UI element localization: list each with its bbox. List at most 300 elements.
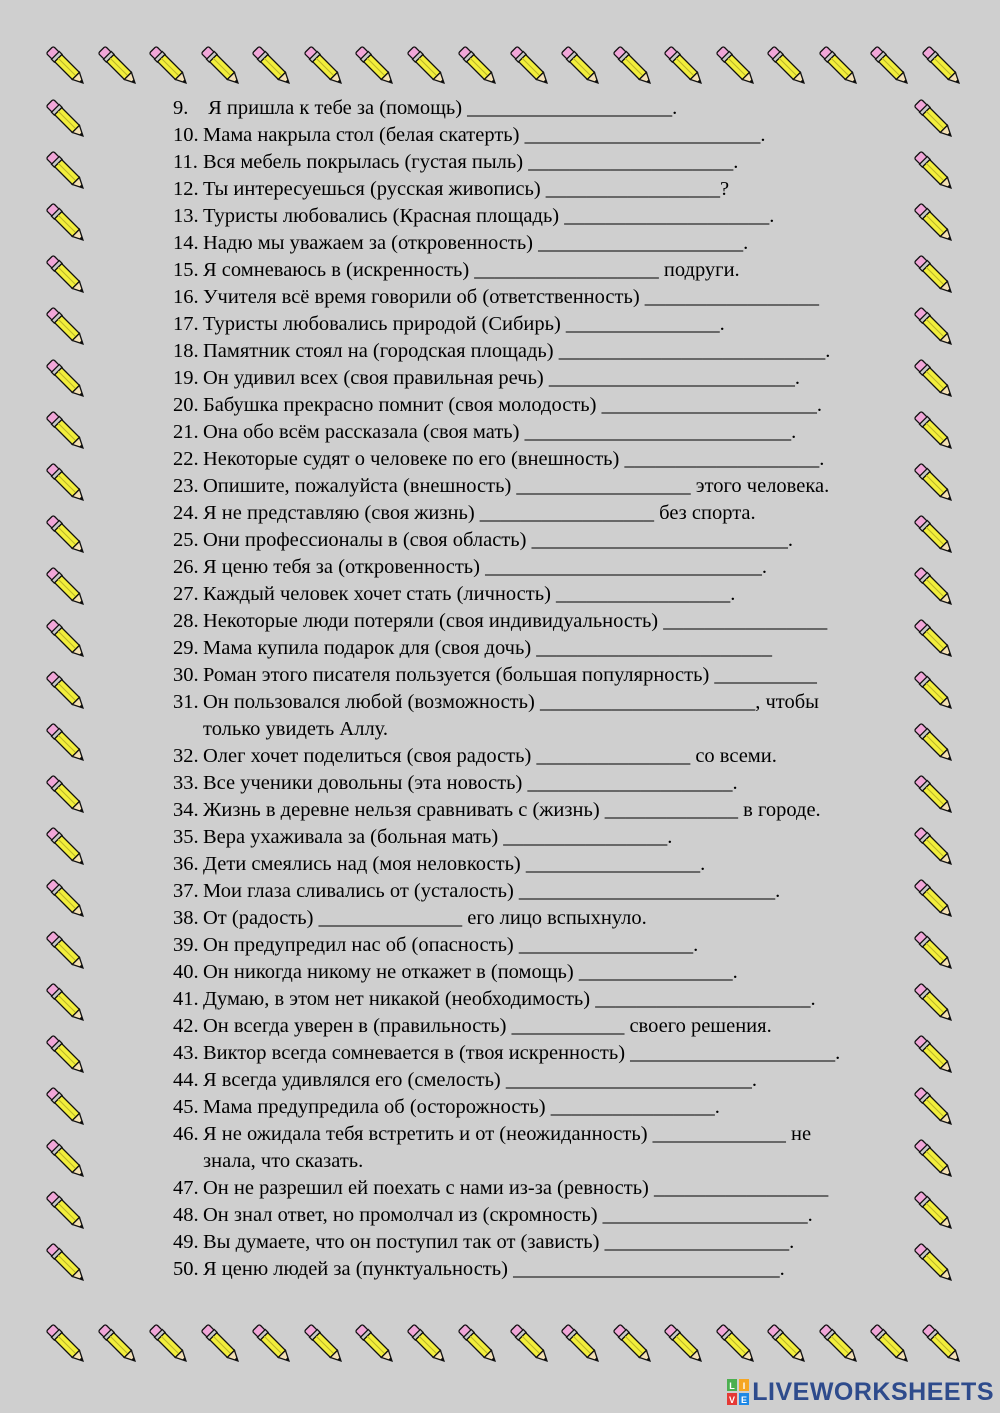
exercise-text bbox=[203, 284, 943, 311]
exercise-text bbox=[203, 770, 943, 797]
exercise-ending: ? bbox=[720, 178, 730, 200]
exercise-item bbox=[173, 1202, 943, 1229]
answer-blank[interactable]: _________________________ bbox=[518, 880, 776, 902]
pencil-icon bbox=[658, 40, 710, 92]
exercise-ending: . bbox=[667, 826, 673, 848]
exercise-list bbox=[173, 95, 943, 1283]
exercise-number: 12. bbox=[173, 178, 199, 200]
exercise-prompt: Я не представляю (своя жизнь) bbox=[203, 502, 480, 524]
pencil-icon bbox=[555, 40, 607, 92]
pencil-icon bbox=[401, 40, 453, 92]
exercise-number: 41. bbox=[173, 988, 199, 1010]
exercise-ending: . bbox=[791, 421, 797, 443]
exercise-item bbox=[173, 122, 943, 149]
exercise-ending: . bbox=[733, 151, 739, 173]
exercise-item bbox=[173, 662, 943, 689]
exercise-prompt: Некоторые люди потеряли (своя индивидуальность) bbox=[203, 610, 664, 632]
pencil-icon bbox=[40, 353, 92, 405]
exercise-number: 38. bbox=[173, 907, 199, 929]
pencil-icon bbox=[40, 873, 92, 925]
exercise-item bbox=[173, 446, 943, 473]
exercise-text bbox=[203, 635, 943, 662]
exercise-number: 32. bbox=[173, 745, 199, 767]
exercise-text bbox=[203, 1202, 943, 1229]
pencil-icon bbox=[813, 40, 865, 92]
exercise-number: 22. bbox=[173, 448, 199, 470]
exercise-number: 28. bbox=[173, 610, 199, 632]
exercise-item bbox=[173, 797, 943, 824]
exercise-item bbox=[173, 689, 943, 743]
exercise-number: 43. bbox=[173, 1042, 199, 1064]
pencil-icon bbox=[298, 1318, 350, 1370]
exercise-text bbox=[203, 122, 943, 149]
answer-blank[interactable]: _________________ bbox=[516, 475, 691, 497]
exercise-ending: . bbox=[779, 1258, 785, 1280]
logo-mark-letter-e: E bbox=[741, 1395, 748, 1405]
exercise-number: 9. bbox=[173, 97, 189, 119]
exercise-prompt: Опишите, пожалуйста (внешность) bbox=[203, 475, 517, 497]
pencil-icon bbox=[40, 405, 92, 457]
exercise-text bbox=[203, 905, 943, 932]
pencil-icon bbox=[916, 1318, 968, 1370]
exercise-text bbox=[203, 581, 943, 608]
answer-blank[interactable]: _____________ bbox=[604, 799, 739, 821]
pencil-icon bbox=[40, 1318, 92, 1370]
exercise-prompt: Я ценю тебя за (откровенность) bbox=[203, 556, 486, 578]
exercise-number: 33. bbox=[173, 772, 199, 794]
pencil-icon bbox=[710, 40, 762, 92]
exercise-number: 23. bbox=[173, 475, 199, 497]
exercise-number: 29. bbox=[173, 637, 199, 659]
exercise-number: 35. bbox=[173, 826, 199, 848]
answer-blank[interactable]: _________________________ bbox=[531, 529, 788, 551]
exercise-text bbox=[203, 662, 943, 689]
liveworksheets-logo bbox=[726, 1375, 994, 1409]
exercise-ending: подруги. bbox=[658, 259, 740, 281]
pencil-icon bbox=[710, 1318, 762, 1370]
exercise-number: 45. bbox=[173, 1096, 199, 1118]
exercise-ending: . bbox=[810, 988, 816, 1010]
exercise-text bbox=[203, 797, 943, 824]
pencil-icon bbox=[143, 40, 195, 92]
exercise-ending: . bbox=[775, 880, 781, 902]
pencil-icon bbox=[40, 1133, 92, 1185]
exercise-prompt: Бабушка прекрасно помнит (своя молодость) bbox=[203, 394, 602, 416]
pencil-icon bbox=[143, 1318, 195, 1370]
pencil-icon bbox=[298, 40, 350, 92]
exercise-text bbox=[203, 824, 943, 851]
answer-blank[interactable]: _________________ bbox=[644, 286, 820, 308]
exercise-prompt: Он пользовался любой (возможность) bbox=[203, 691, 540, 713]
exercise-ending: его лицо вспыхнуло. bbox=[462, 907, 647, 929]
answer-blank[interactable]: _________________ bbox=[518, 934, 694, 956]
exercise-prompt: Ты интересуешься (русская живопись) bbox=[203, 178, 546, 200]
exercise-ending: . bbox=[760, 124, 766, 146]
exercise-ending: , чтобы только увидеть Аллу. bbox=[203, 691, 819, 740]
exercise-number: 15. bbox=[173, 259, 199, 281]
exercise-text bbox=[203, 743, 943, 770]
exercise-item bbox=[173, 1040, 943, 1067]
exercise-ending: . bbox=[700, 853, 706, 875]
answer-blank[interactable]: ________________ bbox=[503, 826, 668, 848]
pencil-icon bbox=[246, 40, 298, 92]
answer-blank[interactable]: _______________________ bbox=[524, 124, 761, 146]
exercise-item bbox=[173, 905, 943, 932]
pencil-icon bbox=[40, 925, 92, 977]
pencil-icon bbox=[504, 1318, 556, 1370]
exercise-item bbox=[173, 284, 943, 311]
pencil-icon bbox=[864, 40, 916, 92]
exercise-text bbox=[203, 986, 943, 1013]
exercise-item bbox=[173, 338, 943, 365]
exercise-ending: в городе. bbox=[738, 799, 821, 821]
pencil-icon bbox=[40, 1185, 92, 1237]
exercise-prompt: Туристы любовались (Красная площадь) bbox=[203, 205, 565, 227]
answer-blank[interactable]: _____________________ bbox=[539, 691, 756, 713]
answer-blank[interactable]: _______________ bbox=[536, 745, 691, 767]
exercise-prompt: Он предупредил нас об (опасность) bbox=[203, 934, 519, 956]
exercise-number: 34. bbox=[173, 799, 199, 821]
exercise-item bbox=[173, 824, 943, 851]
exercise-text bbox=[203, 527, 943, 554]
exercise-text bbox=[203, 500, 943, 527]
exercise-text bbox=[203, 1067, 943, 1094]
exercise-prompt: Она обо всём рассказала (своя мать) bbox=[203, 421, 525, 443]
exercise-ending: . bbox=[743, 232, 749, 254]
pencil-icon bbox=[40, 197, 92, 249]
exercise-prompt: Он не разрешил ей поехать с нами из-за (ревность) bbox=[203, 1177, 654, 1199]
answer-blank[interactable]: ____________________ bbox=[467, 97, 673, 119]
exercise-text bbox=[203, 1040, 943, 1067]
answer-blank[interactable]: _____________________ bbox=[595, 988, 811, 1010]
exercise-item bbox=[173, 1256, 943, 1283]
logo-mark-icon bbox=[726, 1378, 750, 1406]
pencil-icon bbox=[916, 40, 968, 92]
exercise-ending: этого человека. bbox=[690, 475, 830, 497]
exercise-number: 44. bbox=[173, 1069, 199, 1091]
exercise-text bbox=[203, 473, 943, 500]
exercise-text bbox=[203, 95, 943, 122]
answer-blank[interactable]: _________________ bbox=[556, 583, 731, 605]
exercise-number: 36. bbox=[173, 853, 199, 875]
exercise-item bbox=[173, 203, 943, 230]
exercise-item bbox=[173, 527, 943, 554]
answer-blank[interactable]: ___________________ bbox=[624, 448, 820, 470]
exercise-prompt: Вы думаете, что он поступил так от (зависть) bbox=[203, 1231, 605, 1253]
exercise-prompt: От (радость) bbox=[203, 907, 319, 929]
pencil-icon bbox=[40, 457, 92, 509]
pencil-icon bbox=[607, 40, 659, 92]
pencil-icon bbox=[40, 40, 92, 92]
exercise-item bbox=[173, 1013, 943, 1040]
exercise-prompt: Он удивил всех (своя правильная речь) bbox=[203, 367, 549, 389]
pencil-icon bbox=[452, 40, 504, 92]
logo-mark-letter-l: L bbox=[729, 1381, 735, 1391]
exercise-number: 42. bbox=[173, 1015, 199, 1037]
pencil-icon bbox=[40, 1081, 92, 1133]
exercise-prompt: Мои глаза сливались от (усталость) bbox=[203, 880, 519, 902]
exercise-item bbox=[173, 635, 943, 662]
exercise-number: 21. bbox=[173, 421, 199, 443]
exercise-number: 26. bbox=[173, 556, 199, 578]
exercise-item bbox=[173, 1067, 943, 1094]
pencil-icon bbox=[349, 1318, 401, 1370]
pencil-icon bbox=[864, 1318, 916, 1370]
exercise-text bbox=[203, 554, 943, 581]
answer-blank[interactable]: _______________________ bbox=[536, 637, 773, 659]
answer-blank[interactable]: _______________ bbox=[578, 961, 733, 983]
pencil-icon bbox=[92, 1318, 144, 1370]
exercise-item bbox=[173, 392, 943, 419]
exercise-ending: . bbox=[761, 556, 767, 578]
pencil-icon bbox=[452, 1318, 504, 1370]
exercise-ending: . bbox=[825, 340, 831, 362]
pencil-icon bbox=[40, 509, 92, 561]
exercise-number: 46. bbox=[173, 1123, 199, 1145]
exercise-text bbox=[203, 1094, 943, 1121]
exercise-number: 19. bbox=[173, 367, 199, 389]
exercise-number: 18. bbox=[173, 340, 199, 362]
exercise-prompt: Я ценю людей за (пунктуальность) bbox=[203, 1258, 514, 1280]
exercise-number: 49. bbox=[173, 1231, 199, 1253]
exercise-ending: . bbox=[794, 367, 801, 389]
exercise-item bbox=[173, 230, 943, 257]
exercise-prompt: Надю мы уважаем за (откровенность) bbox=[203, 232, 539, 254]
answer-blank[interactable]: __________ bbox=[714, 664, 817, 686]
exercise-text bbox=[203, 878, 943, 905]
exercise-item bbox=[173, 1121, 943, 1175]
answer-blank[interactable]: ____________________ bbox=[538, 232, 744, 254]
answer-blank[interactable]: _________________ bbox=[545, 178, 721, 200]
exercise-item bbox=[173, 95, 943, 122]
exercise-number: 39. bbox=[173, 934, 199, 956]
pencil-icon bbox=[761, 1318, 813, 1370]
exercise-number: 25. bbox=[173, 529, 199, 551]
pencil-icon bbox=[40, 145, 92, 197]
exercise-ending: . bbox=[807, 1204, 813, 1226]
exercise-ending: . bbox=[835, 1042, 841, 1064]
exercise-prompt: Я не ожидала тебя встретить и от (неожиданность) bbox=[203, 1123, 653, 1145]
exercise-prompt: Я пришла к тебе за (помощь) bbox=[203, 97, 468, 119]
exercise-ending: . bbox=[693, 934, 699, 956]
exercise-number: 48. bbox=[173, 1204, 199, 1226]
exercise-prompt: Он знал ответ, но промолчал из (скромность) bbox=[203, 1204, 603, 1226]
exercise-text bbox=[203, 446, 943, 473]
exercise-ending: . bbox=[751, 1069, 758, 1091]
exercise-number: 37. bbox=[173, 880, 199, 902]
pencil-icon bbox=[607, 1318, 659, 1370]
exercise-text bbox=[203, 176, 943, 203]
exercise-text bbox=[203, 392, 943, 419]
exercise-item bbox=[173, 986, 943, 1013]
exercise-number: 40. bbox=[173, 961, 199, 983]
exercise-item bbox=[173, 311, 943, 338]
answer-blank[interactable]: ________________ bbox=[550, 1096, 715, 1118]
exercise-number: 11. bbox=[173, 151, 198, 173]
exercise-prompt: Учителя всё время говорили об (ответственность) bbox=[203, 286, 645, 308]
exercise-prompt: Туристы любовались природой (Сибирь) bbox=[203, 313, 566, 335]
answer-blank[interactable]: ___________________________ bbox=[485, 556, 762, 578]
exercise-text bbox=[203, 257, 943, 284]
exercise-ending: . bbox=[816, 394, 822, 416]
pencil-icon bbox=[40, 249, 92, 301]
pencil-icon bbox=[40, 769, 92, 821]
answer-blank[interactable]: ____________________ bbox=[564, 205, 770, 227]
pencil-icon bbox=[40, 977, 92, 1029]
answer-blank[interactable]: ______________ bbox=[318, 907, 463, 929]
answer-blank[interactable]: __________________________ bbox=[558, 340, 826, 362]
exercise-number: 50. bbox=[173, 1258, 199, 1280]
answer-blank[interactable]: ________________________ bbox=[505, 1069, 752, 1091]
answer-blank[interactable]: ________________________ bbox=[548, 367, 795, 389]
exercise-item bbox=[173, 608, 943, 635]
pencil-icon bbox=[40, 561, 92, 613]
exercise-prompt: Он всегда уверен в (правильность) bbox=[203, 1015, 512, 1037]
logo-mark-letter-v: V bbox=[729, 1395, 736, 1405]
exercise-prompt: Они профессионалы в (своя область) bbox=[203, 529, 532, 551]
exercise-prompt: Мама накрыла стол (белая скатерть) bbox=[203, 124, 525, 146]
exercise-number: 14. bbox=[173, 232, 199, 254]
answer-blank[interactable]: _____________________ bbox=[601, 394, 817, 416]
exercise-text bbox=[203, 338, 943, 365]
exercise-item bbox=[173, 176, 943, 203]
logo-text: LIVEWORKSHEETS bbox=[752, 1377, 994, 1406]
exercise-ending: . bbox=[787, 529, 793, 551]
exercise-text bbox=[203, 149, 943, 176]
exercise-text bbox=[203, 689, 943, 743]
exercise-number: 31. bbox=[173, 691, 199, 713]
answer-blank[interactable]: _____________ bbox=[652, 1123, 786, 1145]
exercise-number: 24. bbox=[173, 502, 199, 524]
pencil-icon bbox=[504, 40, 556, 92]
answer-blank[interactable]: __________________________ bbox=[513, 1258, 780, 1280]
pencil-icon bbox=[195, 1318, 247, 1370]
answer-blank[interactable]: _______________ bbox=[565, 313, 720, 335]
pencil-icon bbox=[813, 1318, 865, 1370]
exercise-text bbox=[203, 203, 943, 230]
exercise-prompt: Вера ухаживала за (больная мать) bbox=[203, 826, 504, 848]
exercise-item bbox=[173, 257, 943, 284]
exercise-item bbox=[173, 932, 943, 959]
exercise-prompt: Я всегда удивлялся его (смелость) bbox=[203, 1069, 506, 1091]
exercise-ending: . bbox=[714, 1096, 720, 1118]
answer-blank[interactable]: __________________ bbox=[604, 1231, 790, 1253]
exercise-number: 30. bbox=[173, 664, 199, 686]
exercise-item bbox=[173, 743, 943, 770]
pencil-icon bbox=[40, 1029, 92, 1081]
exercise-text bbox=[203, 851, 943, 878]
exercise-prompt: Жизнь в деревне нельзя сравнивать с (жизнь) bbox=[203, 799, 605, 821]
exercise-item bbox=[173, 473, 943, 500]
exercise-item bbox=[173, 878, 943, 905]
exercise-item bbox=[173, 581, 943, 608]
answer-blank[interactable]: ___________ bbox=[511, 1015, 625, 1037]
exercise-ending: со всеми. bbox=[690, 745, 777, 767]
exercise-prompt: Виктор всегда сомневается в (твоя искренность) bbox=[203, 1042, 631, 1064]
answer-blank[interactable]: ____________________ bbox=[527, 772, 733, 794]
exercise-ending: . bbox=[789, 1231, 795, 1253]
exercise-number: 47. bbox=[173, 1177, 199, 1199]
exercise-text bbox=[203, 1229, 943, 1256]
answer-blank[interactable]: _________________ bbox=[525, 853, 701, 875]
exercise-prompt: Роман этого писателя пользуется (большая популярность) bbox=[203, 664, 715, 686]
exercise-text bbox=[203, 608, 943, 635]
pencil-icon bbox=[40, 1237, 92, 1289]
pencil-icon bbox=[246, 1318, 298, 1370]
exercise-prompt: Думаю, в этом нет никакой (необходимость) bbox=[203, 988, 596, 1010]
exercise-prompt: Каждый человек хочет стать (личность) bbox=[203, 583, 557, 605]
exercise-text bbox=[203, 932, 943, 959]
exercise-item bbox=[173, 149, 943, 176]
exercise-text bbox=[203, 365, 943, 392]
answer-blank[interactable]: _________________ bbox=[654, 1177, 829, 1199]
exercise-text bbox=[203, 1175, 943, 1202]
exercise-ending: . bbox=[732, 961, 738, 983]
exercise-ending: . bbox=[819, 448, 825, 470]
pencil-icon bbox=[40, 301, 92, 353]
pencil-icon bbox=[195, 40, 247, 92]
exercise-text bbox=[203, 419, 943, 446]
answer-blank[interactable]: __________________________ bbox=[524, 421, 792, 443]
pencil-icon bbox=[761, 40, 813, 92]
exercise-prompt: Мама предупредила об (осторожность) bbox=[203, 1096, 551, 1118]
answer-blank[interactable]: ____________________ bbox=[602, 1204, 808, 1226]
exercise-prompt: Мама купила подарок для (своя дочь) bbox=[203, 637, 537, 659]
exercise-item bbox=[173, 1175, 943, 1202]
exercise-number: 10. bbox=[173, 124, 199, 146]
pencil-icon bbox=[401, 1318, 453, 1370]
pencil-icon bbox=[40, 821, 92, 873]
exercise-prompt: Все ученики довольны (эта новость) bbox=[203, 772, 528, 794]
answer-blank[interactable]: ________________ bbox=[663, 610, 828, 632]
exercise-item bbox=[173, 365, 943, 392]
exercise-prompt: Я сомневаюсь в (искренность) bbox=[203, 259, 475, 281]
pencil-icon bbox=[40, 93, 92, 145]
exercise-item bbox=[173, 419, 943, 446]
exercise-ending: . bbox=[732, 772, 738, 794]
answer-blank[interactable]: ____________________ bbox=[630, 1042, 836, 1064]
answer-blank[interactable]: ____________________ bbox=[528, 151, 734, 173]
exercise-ending: своего решения. bbox=[624, 1015, 772, 1037]
pencil-icon bbox=[555, 1318, 607, 1370]
exercise-ending: . bbox=[672, 97, 678, 119]
exercise-number: 13. bbox=[173, 205, 199, 227]
exercise-text bbox=[203, 1121, 943, 1175]
exercise-prompt: Памятник стоял на (городская площадь) bbox=[203, 340, 559, 362]
exercise-number: 20. bbox=[173, 394, 199, 416]
pencil-icon bbox=[658, 1318, 710, 1370]
exercise-prompt: Вся мебель покрылась (густая пыль) bbox=[203, 151, 529, 173]
exercise-item bbox=[173, 770, 943, 797]
answer-blank[interactable]: _________________ bbox=[479, 502, 655, 524]
answer-blank[interactable]: __________________ bbox=[474, 259, 659, 281]
exercise-ending: . bbox=[719, 313, 725, 335]
exercise-ending: . bbox=[769, 205, 775, 227]
exercise-text bbox=[203, 230, 943, 257]
exercise-text bbox=[203, 311, 943, 338]
exercise-item bbox=[173, 1094, 943, 1121]
logo-mark-letter-i: I bbox=[742, 1381, 746, 1391]
exercise-text bbox=[203, 1013, 943, 1040]
exercise-item bbox=[173, 500, 943, 527]
exercise-item bbox=[173, 1229, 943, 1256]
exercise-prompt: Он никогда никому не откажет в (помощь) bbox=[203, 961, 579, 983]
exercise-prompt: Дети смеялись над (моя неловкость) bbox=[203, 853, 526, 875]
pencil-icon bbox=[40, 717, 92, 769]
exercise-ending: не знала, что сказать. bbox=[203, 1123, 812, 1172]
exercise-number: 16. bbox=[173, 286, 199, 308]
exercise-number: 17. bbox=[173, 313, 199, 335]
